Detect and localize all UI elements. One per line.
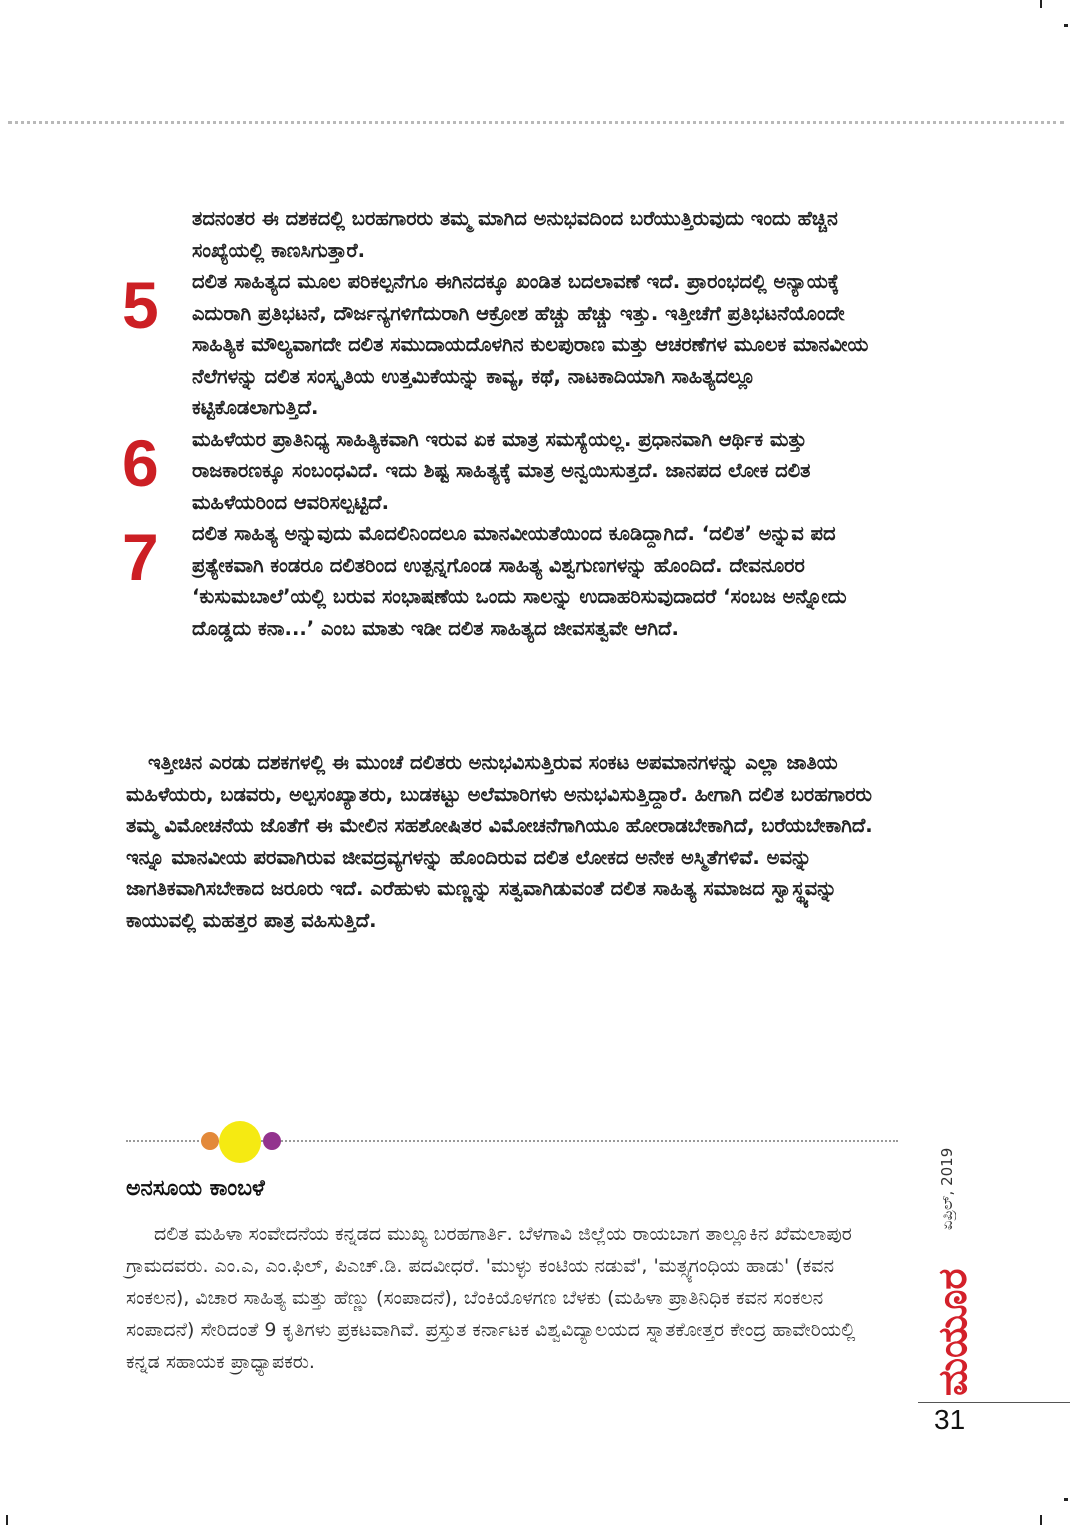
orange-dot-ornament <box>201 1132 219 1150</box>
yellow-dot-ornament <box>219 1121 261 1163</box>
numbered-point <box>122 266 882 424</box>
closing-paragraph: ಇತ್ತೀಚಿನ ಎರಡು ದಶಕಗಳಲ್ಲಿ ಈ ಮುಂಚೆ ದಲಿತರು ಅನುಭವಿಸುತ್ತಿರುವ ಸಂಕಟ ಅಪಮಾನಗಳನ್ನು ಎಲ್ಲಾ ಜಾತಿಯ ಮಹಿಳೆಯರು, ಬಡವರು, ಅಲ್ಪಸಂಖ್ಯಾತರು, ಬುಡಕಟ್ಟು ಅಲೆಮಾರಿಗಳು ಅನುಭವಿಸುತ್ತಿದ್ದಾರೆ. ಹೀಗಾಗಿ ದಲಿತ ಬರಹಗಾರರು ತಮ್ಮ ವಿಮೋಚನೆಯ ಜೊತೆಗೆ ಈ ಮೇಲಿನ ಸಹಶೋಷಿತರ ವಿಮೋಚನೆಗಾಗಿಯೂ ಹೋರಾಡಬೇಕಾಗಿದೆ, ಬರೆಯಬೇಕಾಗಿದೆ. ಇನ್ನೂ ಮಾನವೀಯ ಪರವಾಗಿರುವ ಜೀವದ್ರವ್ಯಗಳನ್ನು ಹೊಂದಿರುವ ದಲಿತ ಲೋಕದ ಅನೇಕ ಅಸ್ಮಿತೆಗಳಿವೆ. ಅವನ್ನು ಜಾಗತಿಕವಾಗಿಸಬೇಕಾದ ಜರೂರು ಇದೆ. ಎರೆಹುಳು ಮಣ್ಣನ್ನು ಸತ್ವವಾಗಿಡುವಂತೆ ದಲಿತ ಸಾಹಿತ್ಯ ಸಮಾಜದ ಸ್ವಾಸ್ಥ್ಯವನ್ನು ಕಾಯುವಲ್ಲಿ ಮಹತ್ತರ ಪಾತ್ರ ವಹಿಸುತ್ತಿದೆ. <box>126 751 873 932</box>
point-number: 5 <box>122 268 159 342</box>
point-number <box>122 203 192 266</box>
crop-mark <box>1040 0 1042 8</box>
numbered-points <box>122 203 882 644</box>
crop-mark <box>6 1515 8 1525</box>
header-dotted-rule <box>8 121 1064 124</box>
numbered-point <box>122 518 882 644</box>
point-number: 7 <box>122 520 159 594</box>
point-text: ತದನಂತರ ಈ ದಶಕದಲ್ಲಿ ಬರಹಗಾರರು ತಮ್ಮ ಮಾಗಿದ ಅನುಭವದಿಂದ ಬರೆಯುತ್ತಿರುವುದು ಇಂದು ಹೆಚ್ಚಿನ ಸಂಖ್ಯೆಯಲ್ಲಿ ಕಾಣಸಿಗುತ್ತಾರೆ. <box>192 207 838 262</box>
point-number: 6 <box>122 425 159 500</box>
numbered-point <box>122 424 882 519</box>
crop-mark <box>1040 1515 1042 1525</box>
point-text: ಮಹಿಳೆಯರ ಪ್ರಾತಿನಿಧ್ಯ ಸಾಹಿತ್ಯಿಕವಾಗಿ ಇರುವ ಏಕ ಮಾತ್ರ ಸಮಸ್ಯೆಯಲ್ಲ. ಪ್ರಧಾನವಾಗಿ ಆರ್ಥಿಕ ಮತ್ತು ರಾಜಕಾರಣಕ್ಕೂ ಸಂಬಂಧವಿದೆ. ಇದು ಶಿಷ್ಟ ಸಾಹಿತ್ಯಕ್ಕೆ ಮಾತ್ರ ಅನ್ವಯಿಸುತ್ತದೆ. ಜಾನಪದ ಲೋಕ ದಲಿತ ಮಹಿಳೆಯರಿಂದ ಆವರಿಸಲ್ಪಟ್ಟಿದೆ. <box>192 427 811 514</box>
page-number-rule <box>918 1402 1070 1403</box>
numbered-point <box>122 203 882 266</box>
issue-date: ಏಪ್ರಿಲ್, 2019 <box>938 1147 956 1230</box>
point-text: ದಲಿತ ಸಾಹಿತ್ಯದ ಮೂಲ ಪರಿಕಲ್ಪನೆಗೂ ಈಗಿನದಕ್ಕೂ ಖಂಡಿತ ಬದಲಾವಣೆ ಇದೆ. ಪ್ರಾರಂಭದಲ್ಲಿ ಅನ್ಯಾಯಕ್ಕೆ ಎದುರಾಗಿ ಪ್ರತಿಭಟನೆ, ದೌರ್ಜನ್ಯಗಳಿಗೆದುರಾಗಿ ಆಕ್ರೋಶ ಹೆಚ್ಚು ಹೆಚ್ಚು ಇತ್ತು. ಇತ್ತೀಚೆಗೆ ಪ್ರತಿಭಟನೆಯೊಂದೇ ಸಾಹಿತ್ಯಿಕ ಮೌಲ್ಯವಾಗದೇ ದಲಿತ ಸಮುದಾಯದೊಳಗಿನ ಕುಲಪುರಾಣ ಮತ್ತು ಆಚರಣೆಗಳ ಮೂಲಕ ಮಾನವೀಯ ನೆಲೆಗಳನ್ನು ದಲಿತ ಸಂಸ್ಕೃತಿಯ ಉತ್ತಮಿಕೆಯನ್ನು ಕಾವ್ಯ, ಕಥೆ, ನಾಟಕಾದಿಯಾಗಿ ಸಾಹಿತ್ಯದಲ್ಲೂ ಕಟ್ಟಿಕೊಡಲಾಗುತ್ತಿದೆ. <box>192 270 869 419</box>
purple-dot-ornament <box>263 1132 281 1150</box>
crop-mark <box>1064 24 1068 27</box>
author-name: ಅನಸೂಯ ಕಾಂಬಳೆ <box>126 1176 265 1201</box>
point-text: ದಲಿತ ಸಾಹಿತ್ಯ ಅನ್ನುವುದು ಮೊದಲಿನಿಂದಲೂ ಮಾನವೀಯತೆಯಿಂದ ಕೂಡಿದ್ದಾಗಿದೆ. ‘ದಲಿತ’ ಅನ್ನುವ ಪದ ಪ್ರತ್ಯೇಕವಾಗಿ ಕಂಡರೂ ದಲಿತರಿಂದ ಉತ್ಪನ್ನಗೊಂಡ ಸಾಹಿತ್ಯ ವಿಶ್ವಗುಣಗಳನ್ನು ಹೊಂದಿದೆ. ದೇವನೂರರ ‘ಕುಸುಮಬಾಲೆ’ಯಲ್ಲಿ ಬರುವ ಸಂಭಾಷಣೆಯ ಒಂದು ಸಾಲನ್ನು ಉದಾಹರಿಸುವುದಾದರೆ ‘ಸಂಬಜ ಅನ್ನೋದು ದೊಡ್ಡದು ಕನಾ...’ ಎಂಬ ಮಾತು ಇಡೀ ದಲಿತ ಸಾಹಿತ್ಯದ ಜೀವಸತ್ವವೇ ಆಗಿದೆ. <box>192 522 847 640</box>
page-number: 31 <box>934 1404 966 1435</box>
magazine-logo: ಮಯೂರ <box>930 1268 976 1396</box>
crop-mark <box>1064 1498 1068 1501</box>
author-bio-text: ದಲಿತ ಮಹಿಳಾ ಸಂವೇದನೆಯ ಕನ್ನಡದ ಮುಖ್ಯ ಬರಹಗಾರ್ತಿ. ಬೆಳಗಾವಿ ಜಿಲ್ಲೆಯ ರಾಯಬಾಗ ತಾಲ್ಲೂಕಿನ ಖೆಮಲಾಪುರ ಗ್ರಾಮದವರು. ಎಂ.ಎ, ಎಂ.ಫಿಲ್, ಪಿಎಚ್.ಡಿ. ಪದವೀಧರೆ. 'ಮುಳ್ಳು ಕಂಟಿಯ ನಡುವೆ', 'ಮತ್ಸ್ಯಗಂಧಿಯ ಹಾಡು' (ಕವನ ಸಂಕಲನ), ವಿಚಾರ ಸಾಹಿತ್ಯ ಮತ್ತು ಹೆಣ್ಣು (ಸಂಪಾದನೆ), ಬೆಂಕಿಯೊಳಗಣ ಬೆಳಕು (ಮಹಿಳಾ ಪ್ರಾತಿನಿಧಿಕ ಕವನ ಸಂಕಲನ ಸಂಪಾದನೆ) ಸೇರಿದಂತೆ 9 ಕೃತಿಗಳು ಪ್ರಕಟವಾಗಿವೆ. ಪ್ರಸ್ತುತ ಕರ್ನಾಟಕ ವಿಶ್ವವಿದ್ಯಾಲಯದ ಸ್ನಾತಕೋತ್ತರ ಕೇಂದ್ರ ಹಾವೇರಿಯಲ್ಲಿ ಕನ್ನಡ ಸಹಾಯಕ ಪ್ರಾಧ್ಯಾಪಕರು. <box>126 1223 856 1373</box>
